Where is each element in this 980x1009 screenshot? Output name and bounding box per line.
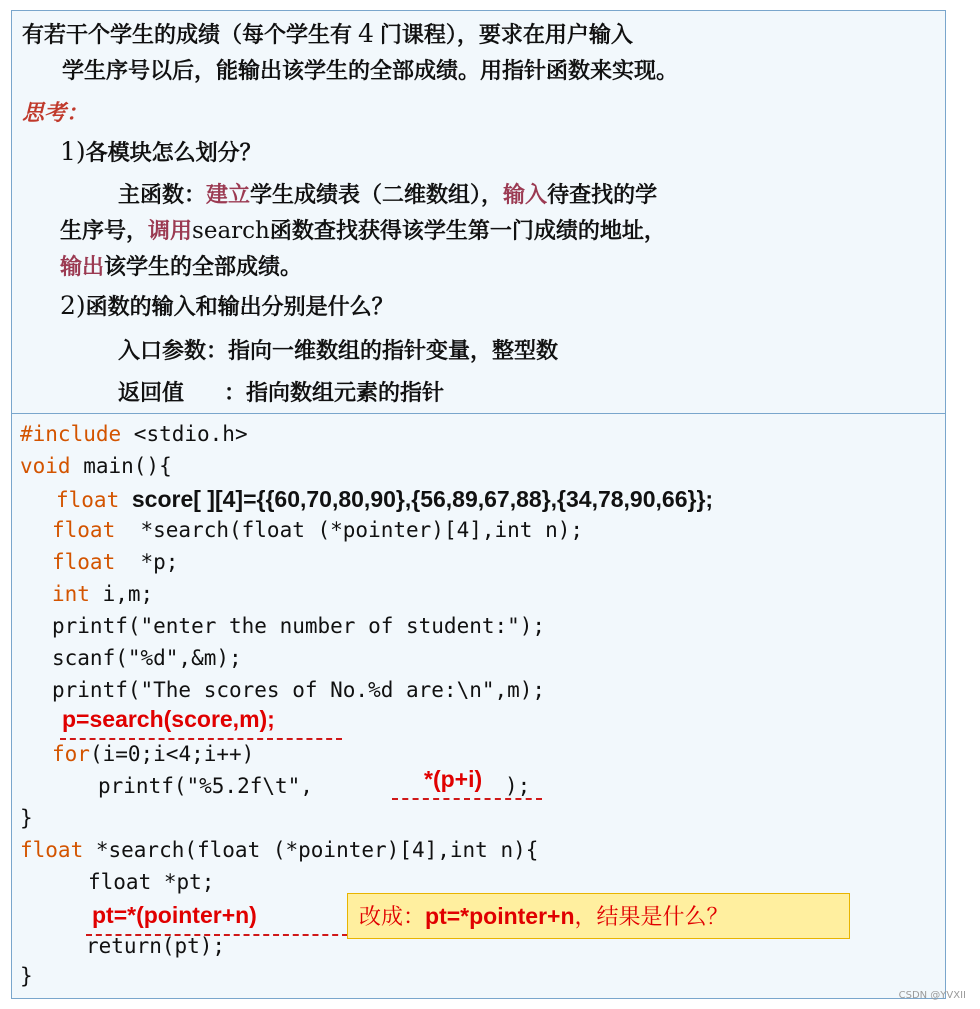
watermark: CSDN @YVXII <box>898 990 966 1001</box>
return-value: 返回值 ：指向数组元素的指针 <box>118 381 445 406</box>
code-line-score: float score[ ][4]={{60,70,80,90},{56,89,67,88},{34,78,90,66}}; <box>56 486 714 512</box>
blank-underline-1 <box>60 738 342 740</box>
entry-params: 入口参数：指向一维数组的指针变量，整型数 <box>118 339 559 364</box>
main-desc-line-2: 生序号，调用search函数查找获得该学生第一门成绩的地址， <box>60 218 666 244</box>
question-line-2: 学生序号以后，能输出该学生的全部成绩。用指针函数来实现。 <box>62 59 679 84</box>
question-line-1: 有若干个学生的成绩（每个学生有 4 门课程），要求在用户输入 <box>22 19 633 48</box>
main-desc-line-1: 主函数：建立学生成绩表（二维数组），输入待查找的学 <box>118 183 658 208</box>
think-heading: 思考： <box>22 101 89 126</box>
code-line-search-def: float *search(float (*pointer)[4],int n){ <box>20 838 539 862</box>
code-line-printf-prompt: printf("enter the number of student:"); <box>52 614 546 638</box>
code-line-int-decl: int i,m; <box>52 582 154 606</box>
code-line-search-decl: float *search(float (*pointer)[4],int n); <box>52 518 584 542</box>
code-line-p-decl: float *p; <box>52 550 179 574</box>
code-line-printf-loop: printf("%5.2f\t", ); <box>98 774 531 798</box>
code-line-include: #include <stdio.h> <box>20 422 248 446</box>
answer-blank-1: p=search(score,m); <box>62 706 275 732</box>
answer-blank-2: *(p+i) <box>424 766 483 792</box>
code-line-main: void main(){ <box>20 454 172 478</box>
blank-underline-2 <box>392 798 542 800</box>
question-2: 2)函数的输入和输出分别是什么？ <box>60 291 394 320</box>
main-desc-line-3: 输出该学生的全部成绩。 <box>60 255 303 280</box>
code-line-for: for(i=0;i<4;i++) <box>52 742 255 766</box>
answer-blank-3: pt=*(pointer+n) <box>92 902 257 928</box>
code-line-return: return(pt); <box>86 934 226 958</box>
code-line-close-main: } <box>20 806 33 830</box>
code-line-close-search: } <box>20 964 33 988</box>
question-1: 1)各模块怎么划分？ <box>60 137 262 166</box>
section-divider <box>11 413 946 414</box>
code-line-scanf: scanf("%d",&m); <box>52 646 242 670</box>
code-line-printf-scores: printf("The scores of No.%d are:\n",m); <box>52 678 546 702</box>
note-callout: 改成：pt=*pointer+n，结果是什么？ <box>347 893 850 939</box>
code-line-pt-decl: float *pt; <box>88 870 215 894</box>
